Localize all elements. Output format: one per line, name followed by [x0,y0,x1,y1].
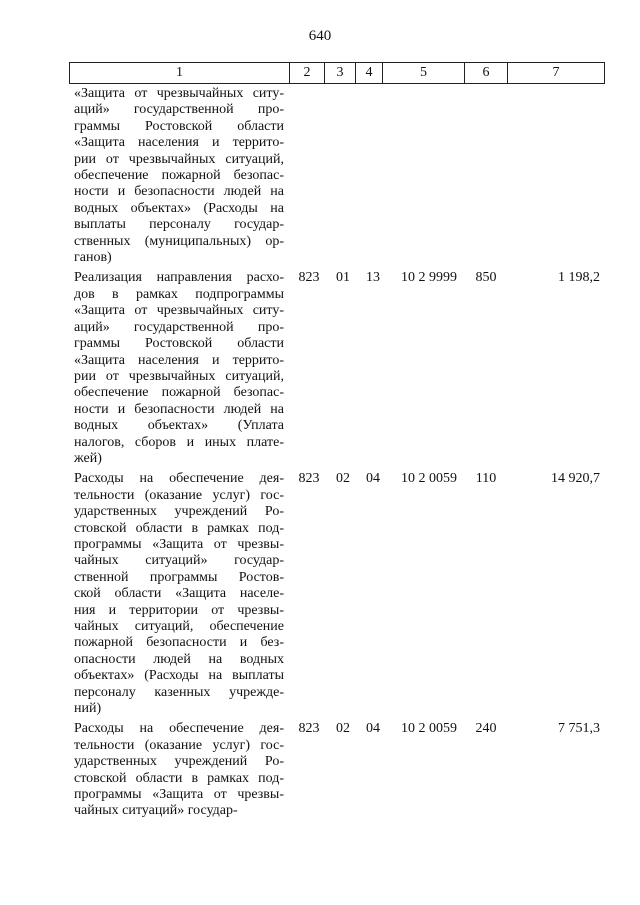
column-header-row [69,62,605,84]
description-line: ской области «Защита населе- [74,586,284,602]
cell-amount: 1 198,2 [558,270,600,286]
description-line: объектах» (Расходы на выплаты [74,668,284,684]
row-description [74,471,284,717]
cell-department: 823 [298,721,320,737]
header-col-4: 4 [356,63,383,84]
table-row [0,270,640,467]
description-line: аций» государственной про- [74,102,284,118]
description-line: программы «Защита от чрезвы- [74,536,284,552]
description-line: аций» государственной про- [74,319,284,335]
description-line: «Защита населения и террито- [74,135,284,151]
cell-department: 823 [298,471,320,487]
row-description [74,721,284,819]
cell-section: 02 [336,471,350,487]
description-line: Расходы на обеспечение дея- [74,721,284,737]
description-line: дов в рамках подпрограммы [74,286,284,302]
table-row [0,471,640,717]
budget-table-body [0,86,640,820]
cell-amount: 14 920,7 [551,471,600,487]
cell-target-article: 10 2 9999 [401,270,457,286]
description-line: чайных ситуаций» государ- [74,553,284,569]
description-line: тельности (оказание услуг) гос- [74,487,284,503]
description-line: ударственных учреждений Ро- [74,504,284,520]
description-line: водных объектах» (Уплата [74,418,284,434]
description-line: обеспечение пожарной безопас- [74,168,284,184]
header-col-1: 1 [70,63,290,84]
header-col-2: 2 [290,63,325,84]
cell-expense-type: 850 [475,270,497,286]
row-description [74,86,284,266]
description-line: рии от чрезвычайных ситуаций, [74,151,284,167]
description-line: чайных ситуаций» государ- [74,803,238,819]
header-col-3: 3 [325,63,356,84]
cell-target-article: 10 2 0059 [401,721,457,737]
header-col-6: 6 [465,63,508,84]
description-line: «Защита от чрезвычайных ситу- [74,86,284,101]
table-row [0,86,640,266]
cell-expense-type: 240 [475,721,497,737]
description-line: ударственных учреждений Ро- [74,754,284,770]
cell-department: 823 [298,270,320,286]
description-line: опасности людей на водных [74,651,284,667]
cell-subsection: 13 [366,270,380,286]
cell-amount: 7 751,3 [558,721,600,737]
description-line: ний) [74,701,102,717]
cell-subsection: 04 [366,471,380,487]
cell-target-article: 10 2 0059 [401,471,457,487]
cell-expense-type: 110 [475,471,497,487]
description-line: водных объектах» (Расходы на [74,200,284,216]
header-col-5: 5 [383,63,465,84]
description-line: граммы Ростовской области [74,118,284,134]
description-line: ственной программы Ростов- [74,569,284,585]
description-line: выплаты персоналу государ- [74,217,284,233]
description-line: персоналу казенных учрежде- [74,684,284,700]
description-line: пожарной безопасности и без- [74,635,284,651]
description-line: программы «Защита от чрезвы- [74,787,284,803]
description-line: ственных (муниципальных) ор- [74,233,284,249]
description-line: Расходы на обеспечение дея- [74,471,284,487]
description-line: налогов, сборов и иных плате- [74,434,284,450]
description-line: ности и безопасности людей на [74,184,284,200]
page-number: 640 [308,28,332,44]
cell-section: 01 [336,270,350,286]
description-line: жей) [74,450,102,466]
description-line: «Защита населения и террито- [74,352,284,368]
description-line: ности и безопасности людей на [74,401,284,417]
description-line: чайных ситуаций, обеспечение [74,619,284,634]
description-line: «Защита от чрезвычайных ситу- [74,303,284,319]
description-line: тельности (оказание услуг) гос- [74,737,284,753]
cell-subsection: 04 [366,721,380,737]
row-description [74,270,284,467]
description-line: стовской области в рамках под- [74,770,284,786]
description-line: рии от чрезвычайных ситуаций, [74,368,284,384]
description-line: ганов) [74,250,112,266]
cell-section: 02 [336,721,350,737]
description-line: ния и территории от чрезвы- [74,602,284,618]
description-line: граммы Ростовской области [74,336,284,352]
header-col-7: 7 [508,63,605,84]
description-line: Реализация направления расхо- [74,270,284,286]
table-row [0,721,640,819]
description-line: стовской области в рамках под- [74,520,284,536]
description-line: обеспечение пожарной безопас- [74,385,284,401]
